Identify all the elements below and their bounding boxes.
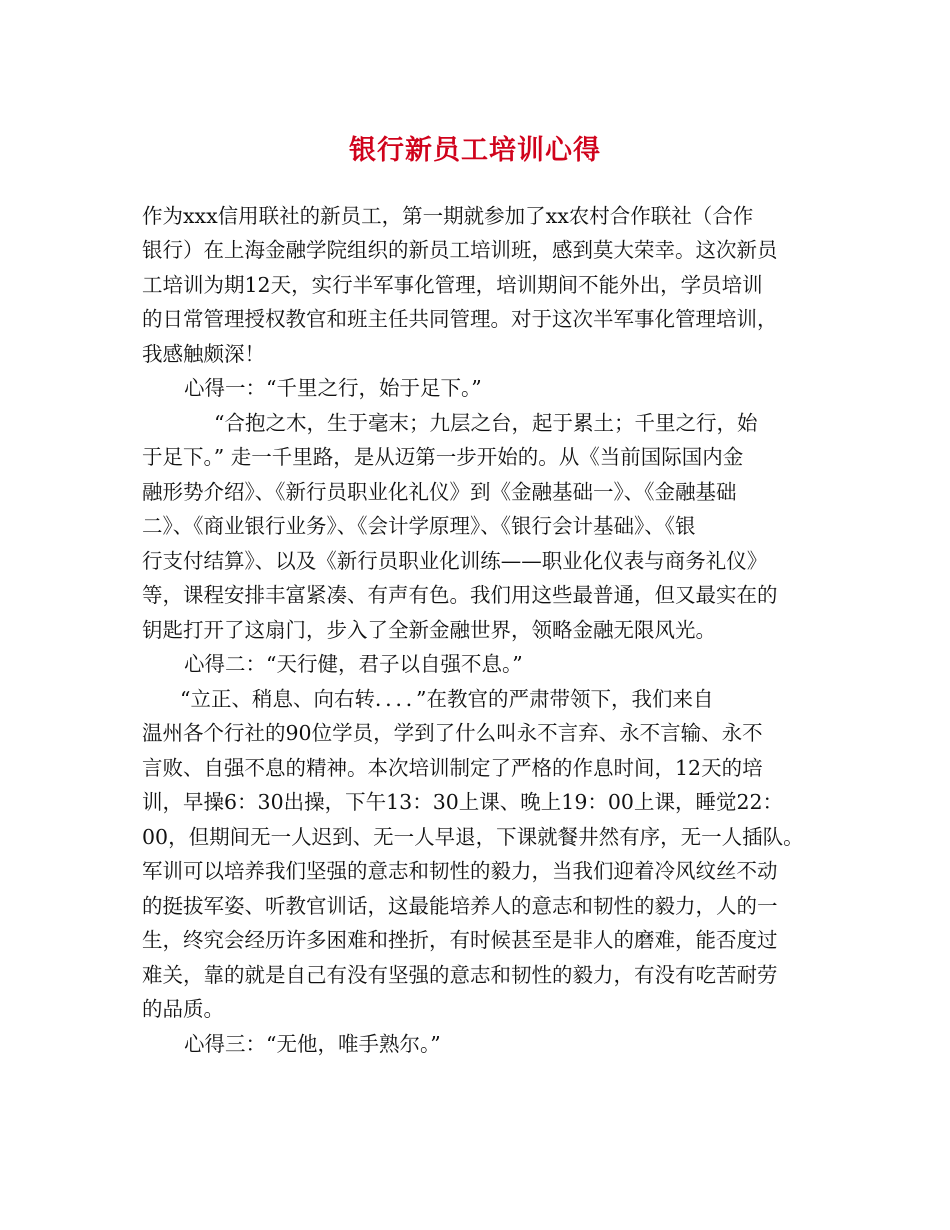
- paragraph-line: 难关，靠的就是自己有没有坚强的意志和韧性的毅力，有没有吃苦耐劳: [142, 963, 778, 987]
- paragraph-line: 银行）在上海金融学院组织的新员工培训班，感到莫大荣幸。这次新员: [142, 238, 778, 262]
- paragraph-line: 温州各个行社的90位学员，学到了什么叫永不言弃、永不言输、永不: [142, 721, 763, 745]
- paragraph-line: 于足下。” 走一千里路，是从迈第一步开始的。从《当前国际国内金: [142, 445, 744, 469]
- page-title: 银行新员工培训心得: [349, 135, 601, 166]
- paragraph-line: 钥匙打开了这扇门，步入了全新金融世界，领略金融无限风光。: [142, 618, 716, 642]
- paragraph-line: 行支付结算》、以及《新行员职业化训练——职业化仪表与商务礼仪》: [142, 549, 768, 573]
- paragraph-line: 工培训为期12天，实行半军事化管理，培训期间不能外出，学员培训: [142, 273, 763, 297]
- paragraph-line: 我感触颇深！: [142, 342, 265, 366]
- paragraph-line: 00，但期间无一人迟到、无一人早退，下课就餐井然有序，无一人插队。: [142, 825, 804, 849]
- paragraph-line: 的挺拔军姿、听教官训话，这最能培养人的意志和韧性的毅力，人的一: [142, 894, 778, 918]
- paragraph-line: 训，早操6：30出操，下午13：30上课、晚上19：00上课，睡觉22：: [142, 790, 784, 814]
- paragraph-line: 融形势介绍》、《新行员职业化礼仪》到《金融基础一》、《金融基础: [142, 480, 737, 504]
- section-heading: 心得三：“无他，唯手熟尔。”: [184, 1032, 441, 1056]
- paragraph-line: 军训可以培养我们坚强的意志和韧性的毅力，当我们迎着冷风纹丝不动: [142, 859, 778, 883]
- paragraph-line: “立正、稍息、向右转．．．．”在教官的严肃带领下，我们来自: [180, 687, 714, 711]
- paragraph-line: 的品质。: [142, 997, 224, 1021]
- paragraph-line: 生，终究会经历许多困难和挫折，有时候甚至是非人的磨难，能否度过: [142, 928, 778, 952]
- paragraph-line: “合抱之木，生于毫末；九层之台，起于累土；千里之行，始: [214, 411, 758, 435]
- section-heading: 心得二：“天行健，君子以自强不息。”: [184, 652, 523, 676]
- paragraph-line: 作为xxx信用联社的新员工，第一期就参加了xx农村合作联社（合作: [142, 204, 754, 228]
- section-heading: 心得一：“千里之行，始于足下。”: [184, 376, 482, 400]
- paragraph-line: 等，课程安排丰富紧凑、有声有色。我们用这些最普通，但又最实在的: [142, 583, 778, 607]
- paragraph-line: 二》、《商业银行业务》、《会计学原理》、《银行会计基础》、《银: [142, 514, 696, 538]
- paragraph-line: 言败、自强不息的精神。本次培训制定了严格的作息时间，12天的培: [142, 756, 763, 780]
- paragraph-line: 的日常管理授权教官和班主任共同管理。对于这次半军事化管理培训，: [142, 307, 778, 331]
